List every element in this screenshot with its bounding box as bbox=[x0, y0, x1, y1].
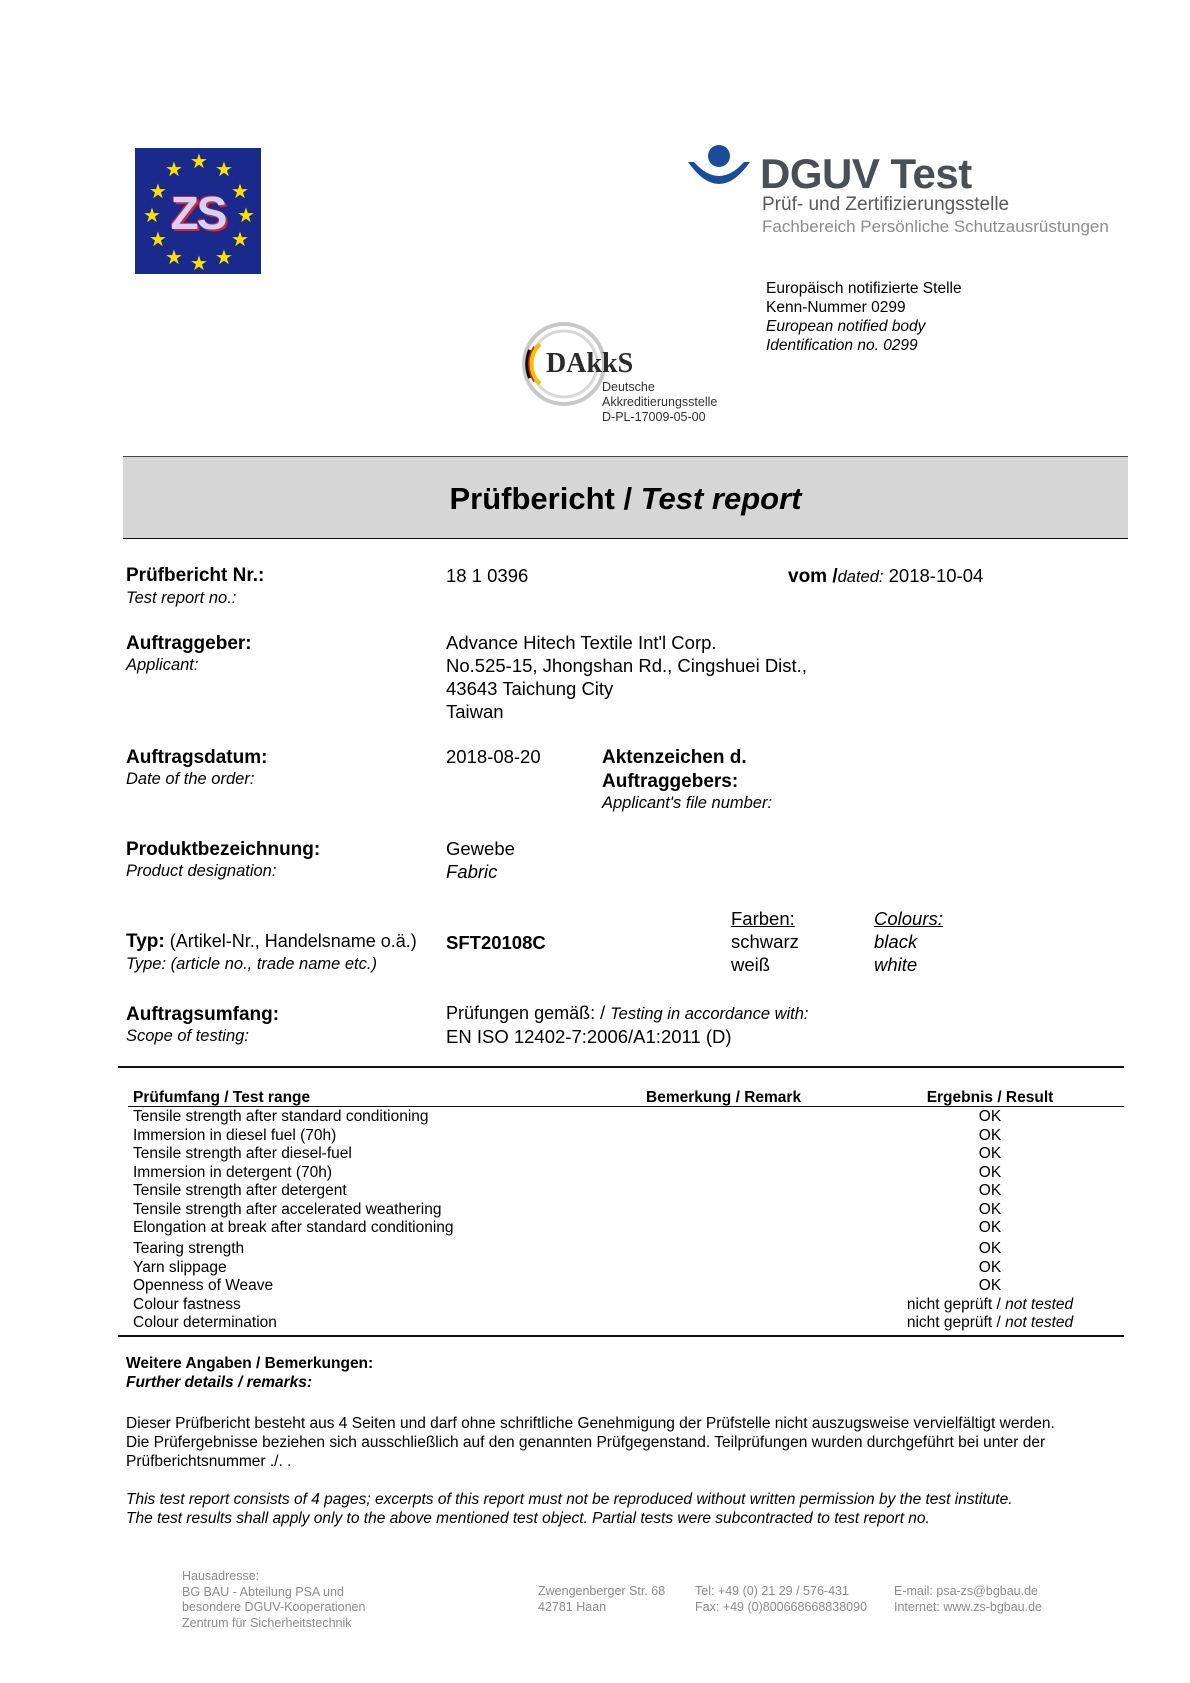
result-en: not tested bbox=[1005, 1314, 1074, 1331]
dguv-department: Fachbereich Persönliche Schutzausrüstungen bbox=[762, 217, 1109, 236]
type-label-main: Typ: bbox=[126, 931, 165, 952]
table-row-name: Tearing strength bbox=[133, 1240, 245, 1257]
dakks-line-1: Deutsche bbox=[602, 380, 655, 394]
table-row-result: OK bbox=[978, 1277, 1002, 1294]
footer-address-2: BG BAU - Abteilung PSA und bbox=[182, 1584, 344, 1599]
dated-value: 2018-10-04 bbox=[888, 565, 984, 586]
applicant-label: Auftraggeber: bbox=[126, 633, 252, 654]
table-row-result bbox=[840, 1296, 1140, 1314]
report-date bbox=[788, 565, 983, 588]
table-row-name: Colour determination bbox=[133, 1314, 277, 1331]
scope-label-en: Scope of testing: bbox=[126, 1027, 249, 1045]
file-number-label-2: Auftraggebers: bbox=[602, 771, 739, 792]
footer-email: E-mail: psa-zs@bgbau.de bbox=[894, 1584, 1039, 1598]
dguv-logo bbox=[686, 144, 1116, 244]
table-row-result: OK bbox=[978, 1259, 1002, 1276]
table-row-name: Immersion in detergent (70h) bbox=[133, 1164, 333, 1181]
result-en: not tested bbox=[1005, 1296, 1074, 1313]
footer-phone-2: Fax: +49 (0)800668668838090 bbox=[695, 1599, 868, 1614]
order-date-label-en: Date of the order: bbox=[126, 770, 255, 788]
report-no-value: 18 1 0396 bbox=[446, 565, 529, 586]
product-value-en: Fabric bbox=[446, 861, 498, 882]
star-icon: ★ bbox=[215, 247, 233, 269]
table-row-name: Tensile strength after detergent bbox=[133, 1182, 347, 1199]
dakks-line-2: Akkreditierungsstelle bbox=[602, 395, 718, 409]
table-row-name: Immersion in diesel fuel (70h) bbox=[133, 1127, 337, 1144]
scope-standard: EN ISO 12402-7:2006/A1:2011 (D) bbox=[446, 1026, 732, 1047]
product-value: Gewebe bbox=[446, 838, 515, 859]
type-label-rest: (Artikel-Nr., Handelsname o.ä.) bbox=[164, 931, 417, 951]
remarks-de bbox=[126, 1414, 1055, 1471]
footer-address bbox=[182, 1569, 365, 1631]
table-row-result: OK bbox=[978, 1164, 1002, 1181]
notified-de-2: Kenn-Nummer 0299 bbox=[766, 299, 906, 316]
result-de: nicht geprüft / bbox=[906, 1314, 1006, 1331]
table-row-name: Tensile strength after standard conditioning bbox=[133, 1108, 429, 1125]
remarks-de-2: Die Prüfergebnisse beziehen sich ausschließlich auf den genannten Prüfgegenstand. Teilprüfungen wurden durchgeführt bei unter der bbox=[126, 1434, 1046, 1451]
notified-en-1: European notified body bbox=[766, 318, 926, 335]
star-icon: ★ bbox=[143, 205, 161, 227]
applicant-label-en: Applicant: bbox=[126, 656, 199, 674]
remarks-en-2: The test results shall apply only to the above mentioned test object. Partial tests were subcontracted to test report no. bbox=[126, 1510, 930, 1527]
report-no-label: Prüfbericht Nr.: bbox=[126, 565, 265, 586]
dakks-line-3: D-PL-17009-05-00 bbox=[602, 410, 706, 424]
star-icon: ★ bbox=[165, 159, 183, 181]
remarks-en bbox=[126, 1490, 1013, 1528]
dakks-name: DAkkS bbox=[546, 348, 634, 379]
type-label bbox=[126, 931, 417, 953]
footer-address-3: besondere DGUV-Kooperationen bbox=[182, 1600, 366, 1614]
colour-de-2: weiß bbox=[731, 954, 771, 975]
table-row-result: OK bbox=[978, 1219, 1002, 1236]
zs-logo bbox=[135, 148, 261, 274]
file-number-label-1: Aktenzeichen d. bbox=[602, 747, 747, 768]
dguv-subtitle: Prüf- und Zertifizierungsstelle bbox=[762, 194, 1010, 215]
star-icon: ★ bbox=[149, 229, 167, 251]
colour-en-1: black bbox=[874, 931, 918, 952]
header-remark: Bemerkung / Remark bbox=[646, 1089, 802, 1106]
results-bottom-rule bbox=[118, 1335, 1124, 1337]
page-title bbox=[123, 481, 1128, 517]
header-result: Ergebnis / Result bbox=[926, 1089, 1054, 1106]
applicant-line-3: 43643 Taichung City bbox=[446, 678, 614, 699]
star-icon: ★ bbox=[231, 229, 249, 251]
applicant-line-2: No.525-15, Jhongshan Rd., Cingshuei Dist., bbox=[446, 655, 807, 676]
table-row-result: OK bbox=[978, 1182, 1002, 1199]
colours-en-label: Colours: bbox=[874, 908, 943, 929]
dated-label-en: dated: bbox=[837, 568, 884, 586]
colours-de-label: Farben: bbox=[731, 908, 795, 929]
footer-phone bbox=[695, 1584, 867, 1615]
remarks-en-1: This test report consists of 4 pages; excerpts of this report must not be reproduced without written permission by the test institute. bbox=[126, 1491, 1013, 1508]
results-header-rule bbox=[128, 1106, 1124, 1107]
title-bar bbox=[123, 456, 1128, 539]
table-row-result bbox=[840, 1314, 1140, 1332]
table-row-name: Tensile strength after diesel-fuel bbox=[133, 1145, 352, 1162]
table-row-result: OK bbox=[978, 1127, 1002, 1144]
results-top-rule bbox=[118, 1066, 1124, 1068]
table-row-result: OK bbox=[978, 1145, 1002, 1162]
applicant-line-1: Advance Hitech Textile Int'l Corp. bbox=[446, 632, 717, 653]
remarks-label: Weitere Angaben / Bemerkungen: bbox=[126, 1355, 374, 1372]
footer-address-4: Zentrum für Sicherheitstechnik bbox=[182, 1615, 352, 1630]
table-row-result: OK bbox=[978, 1201, 1002, 1218]
footer-address-1: Hausadresse: bbox=[182, 1569, 260, 1583]
page-title-de: Prüfbericht / bbox=[449, 481, 641, 516]
table-row-name: Colour fastness bbox=[133, 1296, 241, 1313]
table-row-name: Yarn slippage bbox=[133, 1259, 227, 1276]
footer-street-2: 42781 Haan bbox=[538, 1599, 607, 1614]
scope-label: Auftragsumfang: bbox=[126, 1004, 280, 1025]
applicant-line-4: Taiwan bbox=[446, 701, 504, 722]
star-icon: ★ bbox=[215, 159, 233, 181]
remarks-label-en: Further details / remarks: bbox=[126, 1374, 313, 1391]
footer-phone-1: Tel: +49 (0) 21 29 / 576-431 bbox=[695, 1584, 849, 1598]
remarks-de-3: Prüfberichtsnummer ./. . bbox=[126, 1453, 292, 1470]
star-icon: ★ bbox=[237, 205, 255, 227]
table-row-result: OK bbox=[978, 1108, 1002, 1125]
star-icon: ★ bbox=[190, 151, 208, 173]
footer-street bbox=[538, 1584, 665, 1615]
star-icon: ★ bbox=[190, 253, 208, 275]
dakks-logo bbox=[520, 320, 740, 424]
star-icon: ★ bbox=[231, 181, 249, 203]
type-value: SFT20108C bbox=[446, 932, 546, 953]
product-label: Produktbezeichnung: bbox=[126, 839, 321, 860]
footer-web bbox=[894, 1584, 1042, 1615]
footer-street-1: Zwengenberger Str. 68 bbox=[538, 1584, 666, 1598]
type-label-en: Type: (article no., trade name etc.) bbox=[126, 955, 377, 973]
notified-de-1: Europäisch notifizierte Stelle bbox=[766, 280, 962, 297]
page-title-en: Test report bbox=[640, 481, 802, 516]
dated-label-de: vom / bbox=[788, 566, 838, 587]
zs-logo-text: ZS bbox=[170, 187, 226, 239]
remarks-de-1: Dieser Prüfbericht besteht aus 4 Seiten und darf ohne schriftliche Genehmigung der Prüfstelle nicht auszugsweise vervielfältigt werden. bbox=[126, 1415, 1055, 1432]
order-date-value: 2018-08-20 bbox=[446, 746, 541, 767]
report-no-label-en: Test report no.: bbox=[126, 589, 237, 607]
table-row-result: OK bbox=[978, 1240, 1002, 1257]
table-row-name: Tensile strength after accelerated weathering bbox=[133, 1201, 442, 1218]
order-date-label: Auftragsdatum: bbox=[126, 747, 268, 768]
star-icon: ★ bbox=[165, 247, 183, 269]
notified-en-2: Identification no. 0299 bbox=[766, 337, 918, 354]
star-icon: ★ bbox=[149, 181, 167, 203]
header-test-range: Prüfumfang / Test range bbox=[133, 1089, 311, 1106]
colour-en-2: white bbox=[874, 954, 918, 975]
table-row-name: Elongation at break after standard conditioning bbox=[133, 1219, 454, 1236]
file-number-label-en: Applicant's file number: bbox=[602, 794, 773, 812]
scope-line-1-en: Testing in accordance with: bbox=[610, 1005, 809, 1023]
footer-internet: Internet: www.zs-bgbau.de bbox=[894, 1599, 1042, 1614]
notified-body-info bbox=[766, 279, 962, 355]
product-label-en: Product designation: bbox=[126, 862, 277, 880]
dguv-emblem-icon bbox=[686, 144, 752, 194]
table-row-name: Openness of Weave bbox=[133, 1277, 274, 1294]
result-de: nicht geprüft / bbox=[906, 1296, 1006, 1313]
colour-de-1: schwarz bbox=[731, 931, 799, 952]
applicant-address bbox=[446, 631, 807, 723]
scope-line-1 bbox=[446, 1003, 809, 1024]
scope-line-1-de: Prüfungen gemäß: / bbox=[446, 1003, 611, 1023]
dguv-title: DGUV Test bbox=[760, 150, 972, 197]
